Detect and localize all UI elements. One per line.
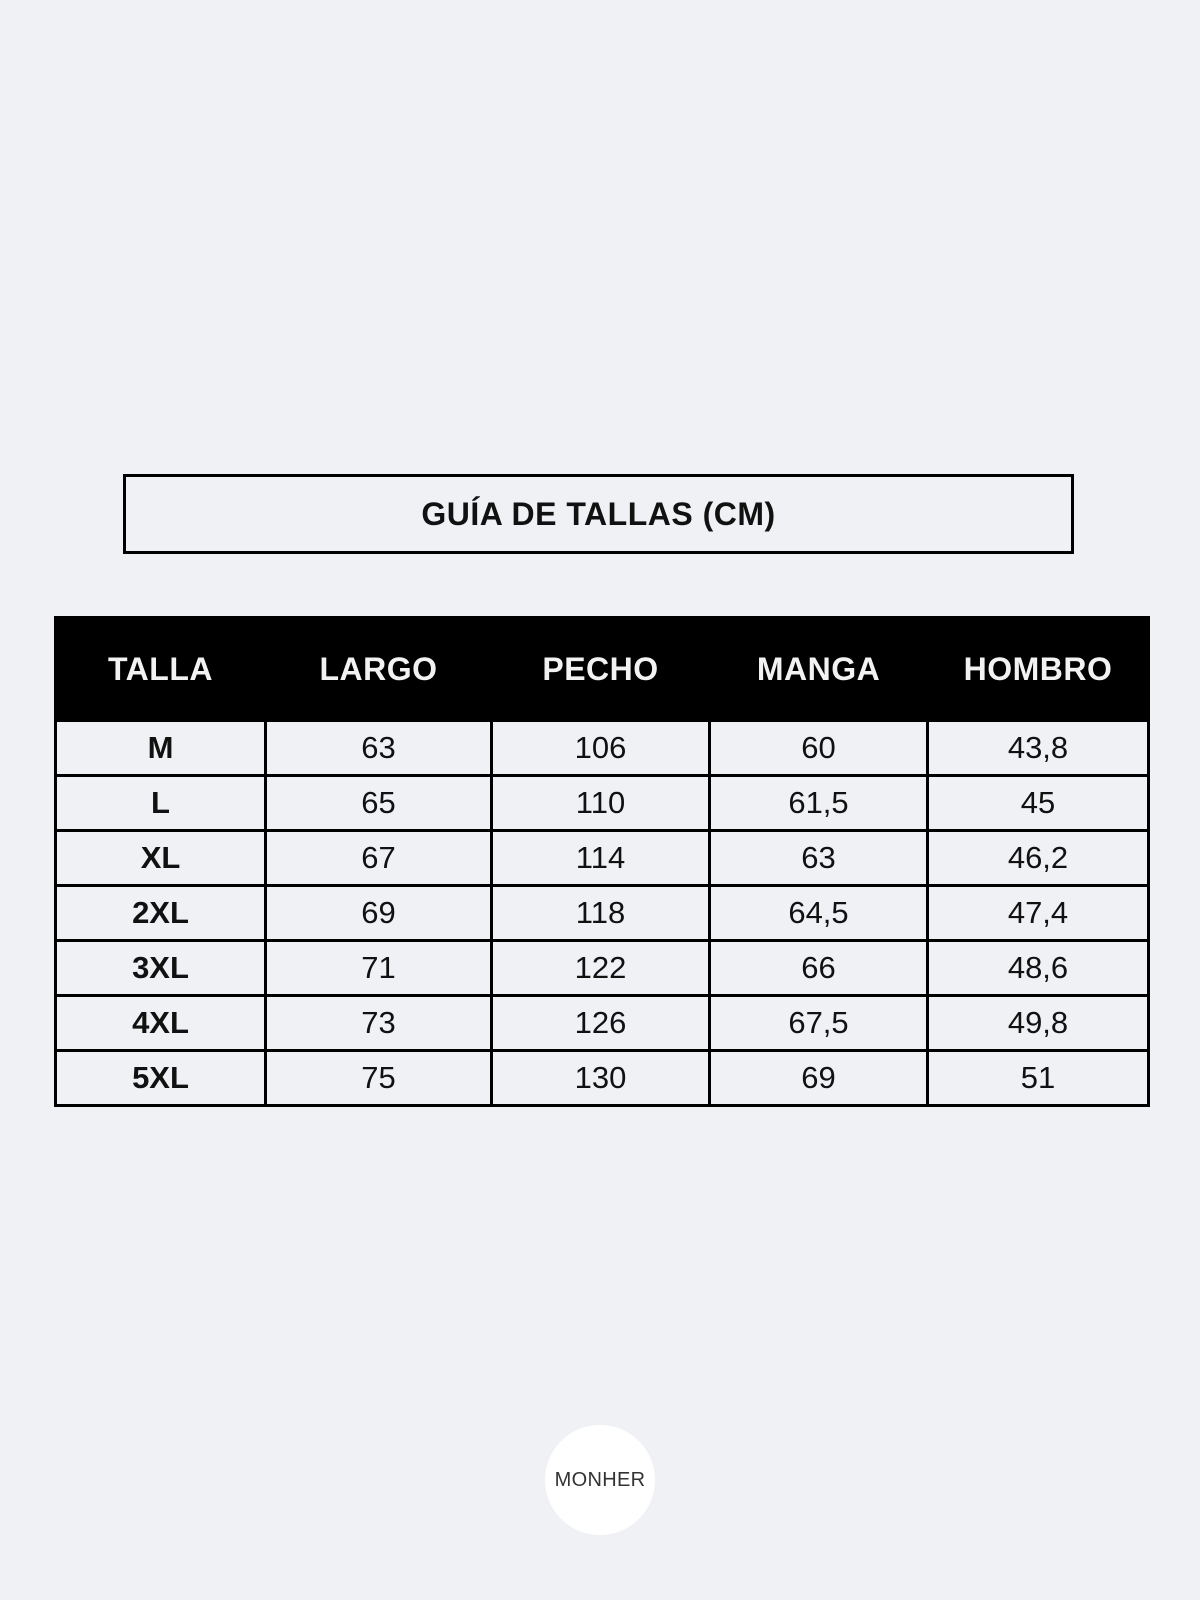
largo-cell: 73 xyxy=(266,996,492,1051)
page-title: GUÍA DE TALLAS (CM) xyxy=(421,495,776,532)
largo-cell: 71 xyxy=(266,941,492,996)
size-cell: 2XL xyxy=(56,886,266,941)
manga-cell: 64,5 xyxy=(710,886,928,941)
largo-cell: 75 xyxy=(266,1051,492,1106)
table-row xyxy=(56,1051,1149,1106)
pecho-cell: 118 xyxy=(492,886,710,941)
table-row xyxy=(56,941,1149,996)
pecho-cell: 106 xyxy=(492,721,710,776)
table-header-row xyxy=(56,618,1149,721)
pecho-cell: 130 xyxy=(492,1051,710,1106)
hombro-cell: 46,2 xyxy=(928,831,1149,886)
largo-cell: 63 xyxy=(266,721,492,776)
manga-cell: 69 xyxy=(710,1051,928,1106)
manga-cell: 61,5 xyxy=(710,776,928,831)
hombro-cell: 49,8 xyxy=(928,996,1149,1051)
column-header-talla: TALLA xyxy=(56,618,266,721)
table-row xyxy=(56,721,1149,776)
size-cell: XL xyxy=(56,831,266,886)
column-header-largo: LARGO xyxy=(266,618,492,721)
manga-cell: 63 xyxy=(710,831,928,886)
manga-cell: 67,5 xyxy=(710,996,928,1051)
size-cell: M xyxy=(56,721,266,776)
hombro-cell: 43,8 xyxy=(928,721,1149,776)
hombro-cell: 45 xyxy=(928,776,1149,831)
hombro-cell: 47,4 xyxy=(928,886,1149,941)
brand-logo xyxy=(545,1425,655,1535)
column-header-pecho: PECHO xyxy=(492,618,710,721)
pecho-cell: 110 xyxy=(492,776,710,831)
table-row xyxy=(56,886,1149,941)
column-header-hombro: HOMBRO xyxy=(928,618,1149,721)
column-header-manga: MANGA xyxy=(710,618,928,721)
size-cell: 3XL xyxy=(56,941,266,996)
manga-cell: 66 xyxy=(710,941,928,996)
hombro-cell: 48,6 xyxy=(928,941,1149,996)
largo-cell: 69 xyxy=(266,886,492,941)
brand-logo-text: MONHER xyxy=(554,1468,646,1491)
size-cell: 5XL xyxy=(56,1051,266,1106)
title-box xyxy=(123,474,1074,554)
hombro-cell: 51 xyxy=(928,1051,1149,1106)
pecho-cell: 122 xyxy=(492,941,710,996)
size-cell: 4XL xyxy=(56,996,266,1051)
size-chart-table xyxy=(54,616,1150,1107)
pecho-cell: 126 xyxy=(492,996,710,1051)
table-row xyxy=(56,776,1149,831)
pecho-cell: 114 xyxy=(492,831,710,886)
largo-cell: 67 xyxy=(266,831,492,886)
table-row xyxy=(56,996,1149,1051)
table-row xyxy=(56,831,1149,886)
largo-cell: 65 xyxy=(266,776,492,831)
size-cell: L xyxy=(56,776,266,831)
manga-cell: 60 xyxy=(710,721,928,776)
